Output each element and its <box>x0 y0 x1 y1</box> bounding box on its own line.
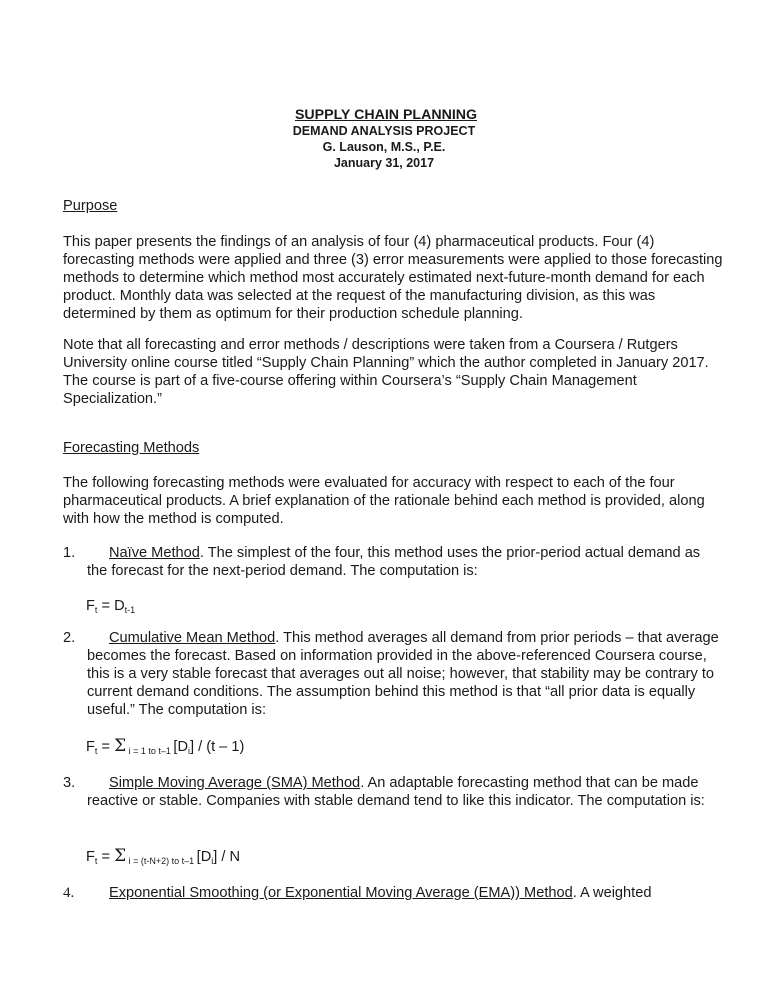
method-text: . A weighted <box>572 885 652 901</box>
method-item-exponential-smoothing <box>63 884 723 902</box>
method-description <box>63 544 723 580</box>
document-subtitle: DEMAND ANALYSIS PROJECT <box>292 124 476 138</box>
method-text: . This method averages all demand from prior periods – that average becomes the forecast. Based on information provided in the above-referenced Coursera course, this is a very stable forecast that averages out all noise; however, that stability may be contrary to current demand conditions. The assumption behind this method is that “all prior data is equally useful.” The computation is: <box>87 630 719 718</box>
formula-naive: $F_t = D_{t-1}$ <box>86 598 136 615</box>
methods-heading: Forecasting Methods <box>63 440 200 456</box>
formula-cumulative-mean: $F_t = \Sigma$ $_{i = 1 to t-1}$ $[D_i] / (t - 1)$ <box>86 736 245 756</box>
method-description <box>63 629 723 719</box>
methods-intro: The following forecasting methods were evaluated for accuracy with respect to each of the four pharmaceutical products. A brief explanation of the rationale behind each method is provided, along with how the method is computed. <box>63 475 705 527</box>
method-name: Exponential Smoothing (or Exponential Moving Average (EMA)) Method <box>109 885 573 901</box>
formula-sma: $F_t = \Sigma$ $_{i = (t-N+2) to t-1}$ $[D_i]$ / N <box>86 846 240 866</box>
purpose-paragraph-1: This paper presents the findings of an analysis of four (4) pharmaceutical products. Four (4) forecasting methods were applied and three (3) error measurements were applied to those forecasting methods to determine which method most accurately estimated next-future-month demand for each product. Monthly data was selected at the request of the manufacturing division, as this was determined by them as optimum for their production schedule planning. <box>63 234 723 322</box>
method-number: 3. <box>63 775 76 791</box>
document-author: G. Lauson, M.S., P.E. <box>322 140 446 154</box>
purpose-heading: Purpose <box>63 198 118 214</box>
method-text: . An adaptable forecasting method that can be made reactive or stable. Companies with stable demand tend to like this indicator. The computation is: <box>87 775 705 809</box>
method-item-cumulative-mean <box>63 629 723 719</box>
method-item-naive <box>63 544 723 580</box>
method-text: . The simplest of the four, this method uses the prior-period actual demand as the forecast for the next-period demand. The computation is: <box>87 545 701 579</box>
method-number: 4. <box>63 885 75 901</box>
document-title: SUPPLY CHAIN PLANNING <box>294 107 478 123</box>
method-description <box>63 884 723 902</box>
document-date: January 31, 2017 <box>333 156 435 170</box>
method-number: 1. <box>63 545 76 561</box>
sigma-symbol: Σ <box>114 846 127 866</box>
sigma-symbol: Σ <box>114 736 127 756</box>
method-name: Naïve Method <box>109 545 200 561</box>
method-item-sma <box>63 774 723 810</box>
document-header <box>0 107 768 171</box>
method-number: 2. <box>63 630 76 646</box>
method-name: Simple Moving Average (SMA) Method <box>109 775 361 791</box>
method-description <box>63 774 723 810</box>
method-name: Cumulative Mean Method <box>109 630 276 646</box>
purpose-paragraph-2: Note that all forecasting and error methods / descriptions were taken from a Coursera / Rutgers University online course titled “Supply Chain Planning” which the author completed in January 2017. The course is part of a five-course offering within Coursera’s “Supply Chain Management Specialization.” <box>63 337 709 407</box>
